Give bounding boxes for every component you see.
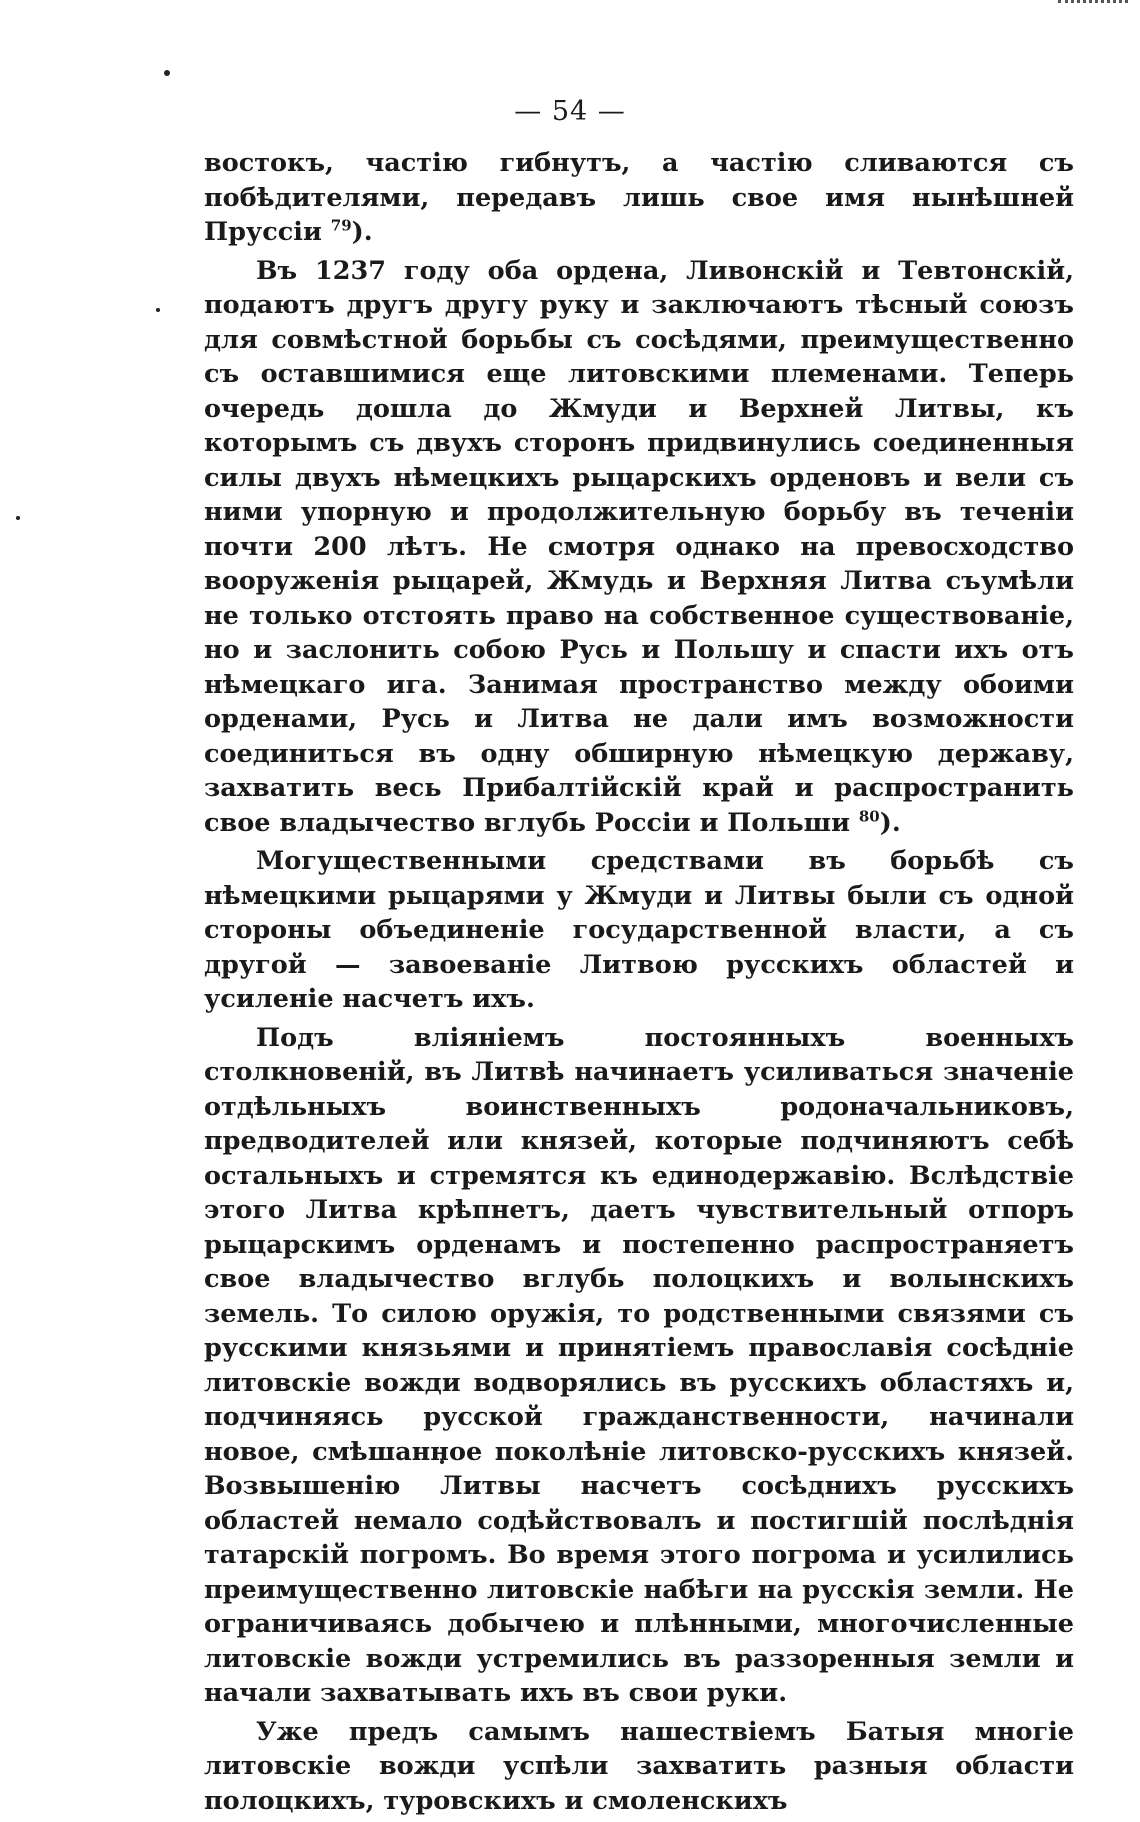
scan-speck bbox=[16, 516, 20, 520]
footnote-ref: 79 bbox=[330, 216, 352, 235]
paragraph-text: Уже предъ самымъ нашествіемъ Батыя многіе литовскіе вожди успѣли захватить разныя области полоцкихъ, туровскихъ и смоленскихъ bbox=[204, 1716, 1074, 1816]
footnote-ref: 80 bbox=[858, 807, 880, 825]
paragraph-text: ). bbox=[879, 807, 901, 838]
paragraph bbox=[204, 844, 1074, 1017]
scan-artifact bbox=[1058, 0, 1128, 33]
paragraph bbox=[204, 146, 1074, 250]
page-number: — 54 — bbox=[514, 96, 626, 127]
paragraph-text: ). bbox=[351, 217, 373, 247]
scan-speck bbox=[156, 308, 160, 312]
paragraph bbox=[204, 1021, 1074, 1711]
paragraph-text: Подъ вліяніемъ постоянныхъ военныхъ столкновеній, въ Литвѣ начинаетъ усиливаться значеніе отдѣльныхъ воинственныхъ родоначальниковъ, предводителей или князей, которые подчиняютъ себѣ остальныхъ и стремятся къ единодержавію. Вслѣдствіе этого Литва крѣпнетъ, даетъ чувствительный отпоръ рыцарскимъ орденамъ и постепенно распространяетъ свое владычество вглубь полоцкихъ и волынскихъ земель. То силою оружія, то родственными связями съ русскими князьями и принятіемъ православія сосѣдніе литовскіе вожди водворялись въ русскихъ областяхъ и, подчиняясь русской гражданственности, начинали новое, смѣшанное поколѣніе литовско-русскихъ князей. Возвышенію Литвы насчетъ сосѣднихъ русскихъ областей немало содѣйствовалъ и постигшій послѣднія татарскій погромъ. Во время этого погрома и усилились преимущественно литовскіе набѣги на русскія земли. Не ограничиваясь добычею и плѣнными, многочисленные литовскіе вожди устремились въ раззоренныя земли и начали захватывать ихъ въ свои руки. bbox=[204, 1022, 1074, 1708]
body-text bbox=[204, 146, 1074, 1822]
paragraph bbox=[204, 1715, 1074, 1819]
paragraph-text: Могущественными средствами въ борьбѣ съ нѣмецкими рыцарями у Жмуди и Литвы были съ одной стороны объединеніе государственной власти, а съ другой — завоеваніе Литвою русскихъ областей и усиленіе насчетъ ихъ. bbox=[204, 846, 1074, 1014]
scan-speck bbox=[164, 70, 170, 76]
paragraph-text: востокъ, частію гибнутъ, а частію сливаются съ побѣдителями, передавъ лишь свое имя нынѣшней Пруссіи bbox=[204, 148, 1074, 247]
paragraph bbox=[204, 254, 1074, 841]
paragraph-text: Въ 1237 году оба ордена, Ливонскій и Тевтонскій, подаютъ другъ другу руку и заключаютъ тѣсный союзъ для совмѣстной борьбы съ сосѣдями, преимущественно съ оставшимися еще литовскими племенами. Теперь очередь дошла до Жмуди и Верхней Литвы, къ которымъ съ двухъ сторонъ придвинулись соединенныя силы двухъ нѣмецкихъ рыцарскихъ орденовъ и вели съ ними упорную и продолжительную борьбу въ теченіи почти 200 лѣтъ. Не смотря однако на превосходство вооруженія рыцарей, Жмудь и Верхняя Литва съумѣли не только отстоять право на собственное существованіе, но и заслонить собою Русь и Польшу и спасти ихъ отъ нѣмецкаго ига. Занимая пространство между обоими орденами, Русь и Литва не дали имъ возможности соединиться въ одну обширную нѣмецкую державу, захватить весь Прибалтійскій край и распространить свое владычество вглубь Россіи и Польши bbox=[204, 255, 1074, 838]
